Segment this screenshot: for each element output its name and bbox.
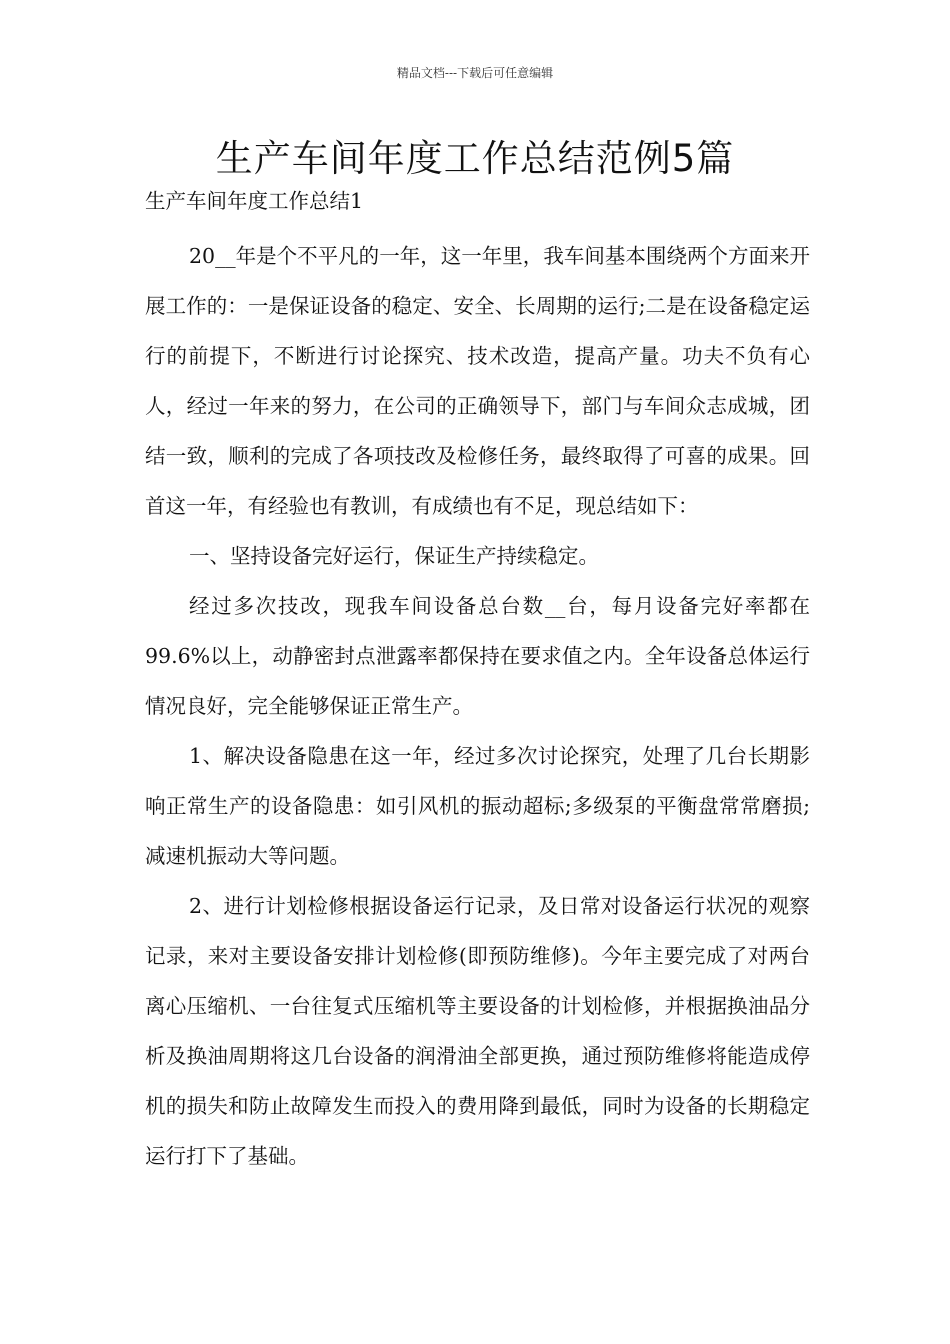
document-body [145,181,810,1181]
paragraph-planned-maintenance: 2、进行计划检修根据设备运行记录，及日常对设备运行状况的观察记录，来对主要设备安排计划检修(即预防维修)。今年主要完成了对两台离心压缩机、一台往复式压缩机等主要设备的计划检修，并根据换油品分析及换油周期将这几台设备的润滑油全部更换，通过预防维修将能造成停机的损失和防止故障发生而投入的费用降到最低，同时为设备的长期稳定运行打下了基础。 [145,894,810,1168]
paragraph-intro: 20__年是个不平凡的一年，这一年里，我车间基本围绕两个方面来开展工作的：一是保证设备的稳定、安全、长周期的运行;二是在设备稳定运行的前提下，不断进行讨论探究、技术改造，提高产量。功夫不负有心人，经过一年来的努力，在公司的正确领导下，部门与车间众志成城，团结一致，顺利的完成了各项技改及检修任务，最终取得了可喜的成果。回首这一年，有经验也有教训，有成绩也有不足，现总结如下： [145,244,810,518]
section-heading: 生产车间年度工作总结1 [145,189,364,213]
paragraph-hazard-resolution: 1、解决设备隐患在这一年，经过多次讨论探究，处理了几台长期影响正常生产的设备隐患：如引风机的振动超标;多级泵的平衡盘常常磨损;减速机振动大等问题。 [145,744,810,868]
paragraph-equipment-status: 经过多次技改，现我车间设备总台数__台，每月设备完好率都在99.6%以上，动静密封点泄露率都保持在要求值之内。全年设备总体运行情况良好，完全能够保证正常生产。 [145,594,810,718]
paragraph-point-one: 一、坚持设备完好运行，保证生产持续稳定。 [189,544,599,568]
page-header-note: 精品文档---下载后可任意编辑 [396,66,554,80]
document-title: 生产车间年度工作总结范例5篇 [215,137,735,180]
